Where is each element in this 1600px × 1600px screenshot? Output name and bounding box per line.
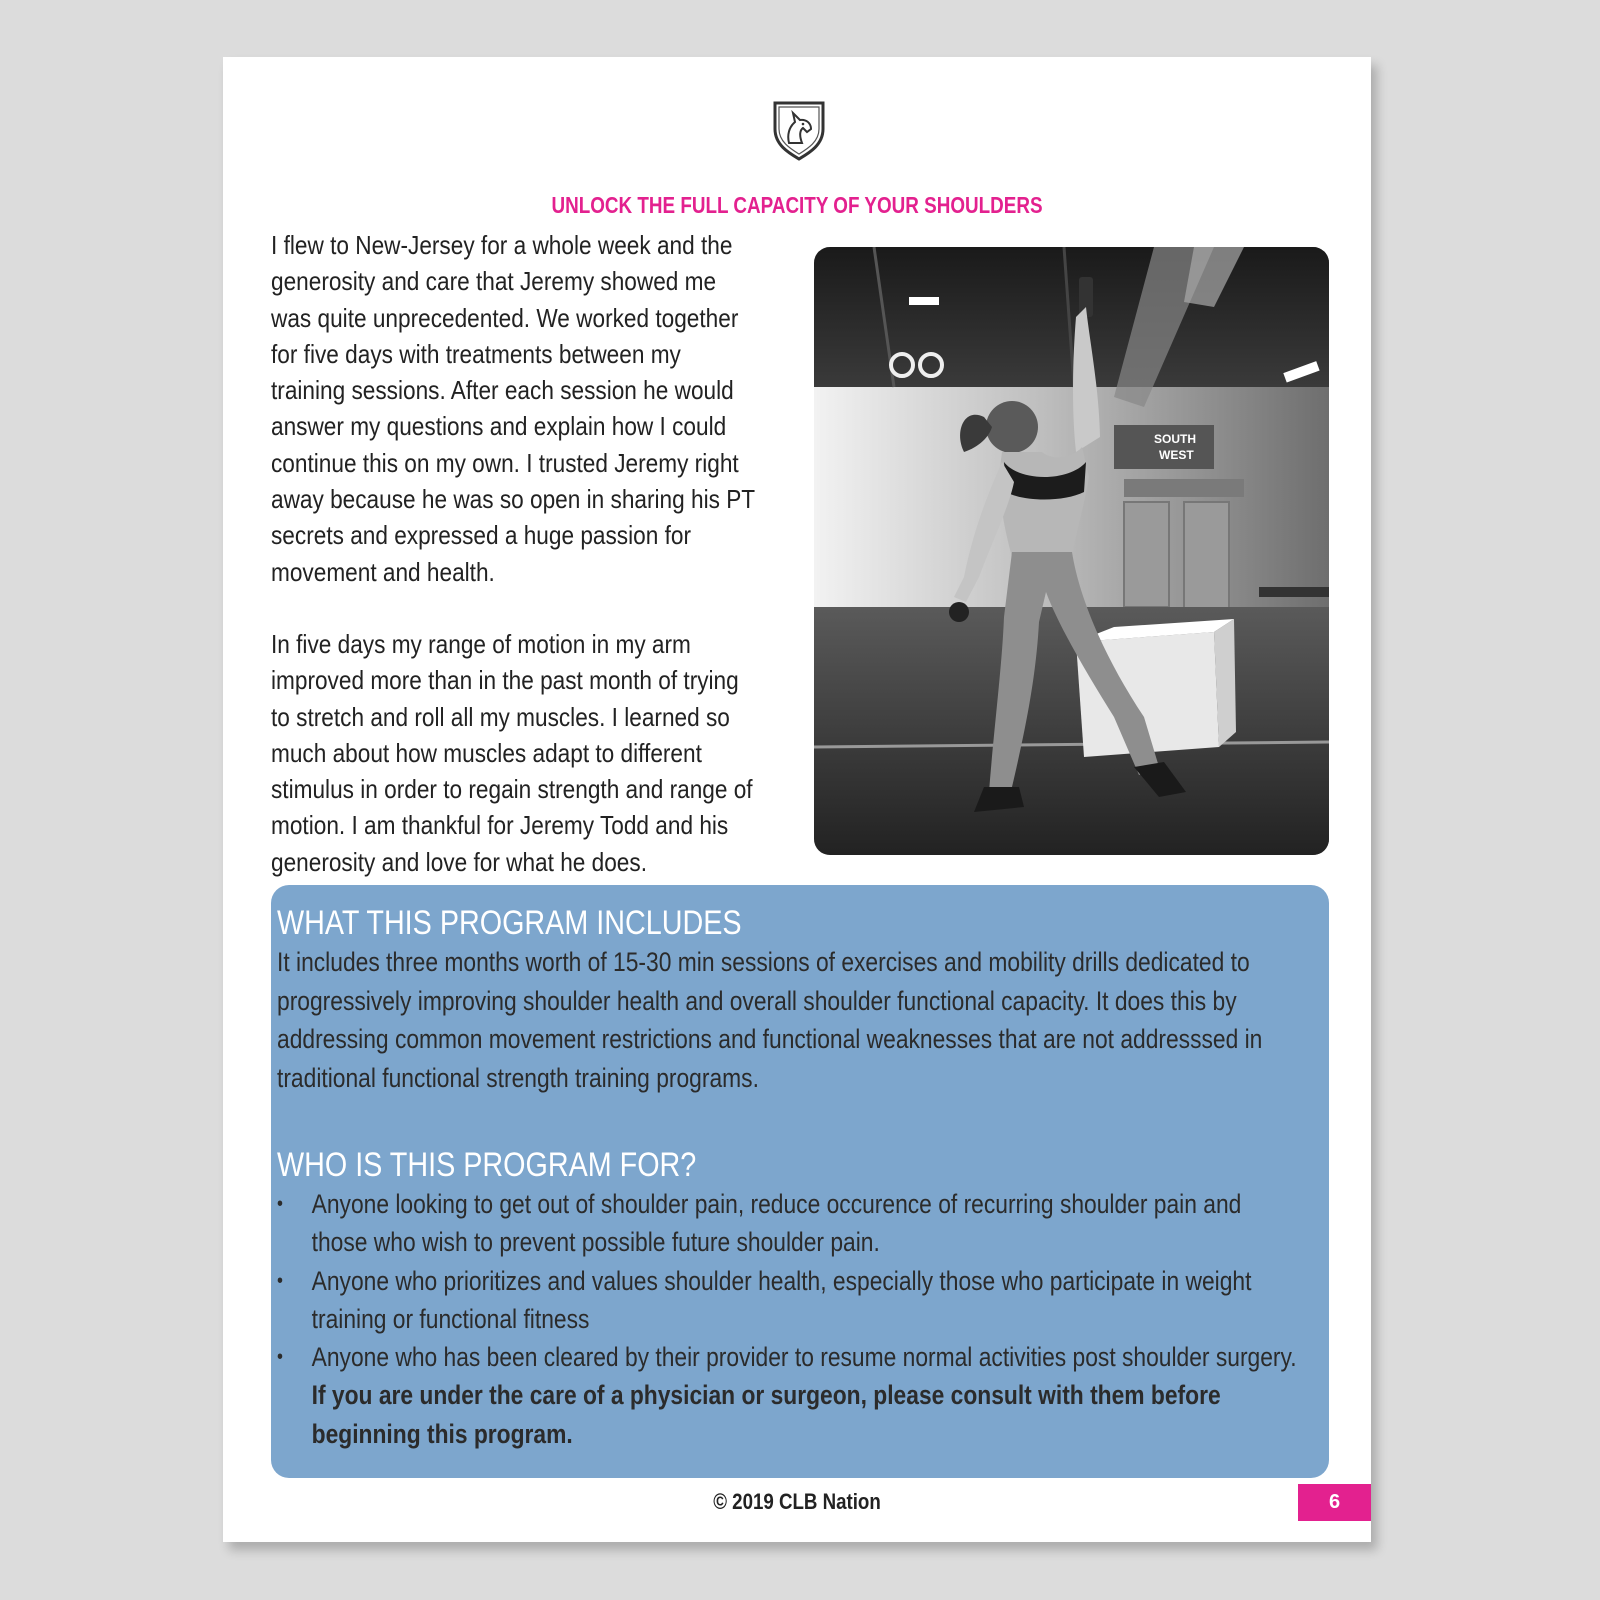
audience-list <box>277 1185 1299 1453</box>
testimonial-text <box>271 227 758 916</box>
list-item <box>277 1185 1299 1262</box>
bullet-icon: • <box>277 1346 283 1369</box>
sign-text: SOUTH <box>1154 432 1196 446</box>
includes-heading: WHAT THIS PROGRAM INCLUDES <box>277 904 742 942</box>
list-item-text: Anyone who has been cleared by their provider to resume normal activities post shoulder surgery. <box>311 1342 1297 1373</box>
sign-text: WEST <box>1159 448 1194 462</box>
unicorn-shield-logo <box>769 99 829 161</box>
athlete-photo <box>814 247 1329 855</box>
list-item <box>277 1262 1299 1339</box>
bullet-icon: • <box>277 1193 283 1215</box>
page-headline: UNLOCK THE FULL CAPACITY OF YOUR SHOULDERS <box>551 192 1043 218</box>
testimonial-paragraph: I flew to New-Jersey for a whole week and the generosity and care that Jeremy showed me was quite unprecedented. We worked together for five days with treatments between my training sessions. After each session he would answer my questions and explain how I could continue this on my own. I trusted Jeremy right away because he was so open in sharing his PT secrets and expressed a huge passion for movement and health. <box>271 230 755 587</box>
page-number: 6 <box>1298 1484 1371 1521</box>
program-info-box <box>271 885 1329 1478</box>
includes-body: It includes three months worth of 15-30 min sessions of exercises and mobility drills dedicated to progressively improving shoulder health and overall shoulder functional capacity. It does this by addressing common movement restrictions and functional weaknesses that are not addresssed in traditional functional strength training programs. <box>277 947 1263 1093</box>
copyright-footer: © 2019 CLB Nation <box>713 1489 881 1514</box>
testimonial-paragraph: In five days my range of motion in my arm improved more than in the past month of trying to stretch and roll all my muscles. I learned so much about how muscles adapt to different stimulus in order to regain strength and range of motion. I am thankful for Jeremy Todd and his generosity and love for what he does. <box>271 628 753 877</box>
list-item-text: Anyone looking to get out of shoulder pain, reduce occurence of recurring shoulder pain and those who wish to prevent possible future shoulder pain. <box>311 1189 1242 1258</box>
bullet-icon: • <box>277 1269 283 1292</box>
gym-scene-illustration <box>814 247 1329 855</box>
consult-warning: If you are under the care of a physician or surgeon, please consult with them before beginning this program. <box>311 1380 1221 1449</box>
document-page <box>223 57 1371 1542</box>
list-item-text: Anyone who prioritizes and values shoulder health, especially those who participate in weight training or functional fitness <box>311 1265 1252 1334</box>
audience-heading: WHO IS THIS PROGRAM FOR? <box>277 1146 697 1184</box>
list-item <box>277 1338 1299 1453</box>
